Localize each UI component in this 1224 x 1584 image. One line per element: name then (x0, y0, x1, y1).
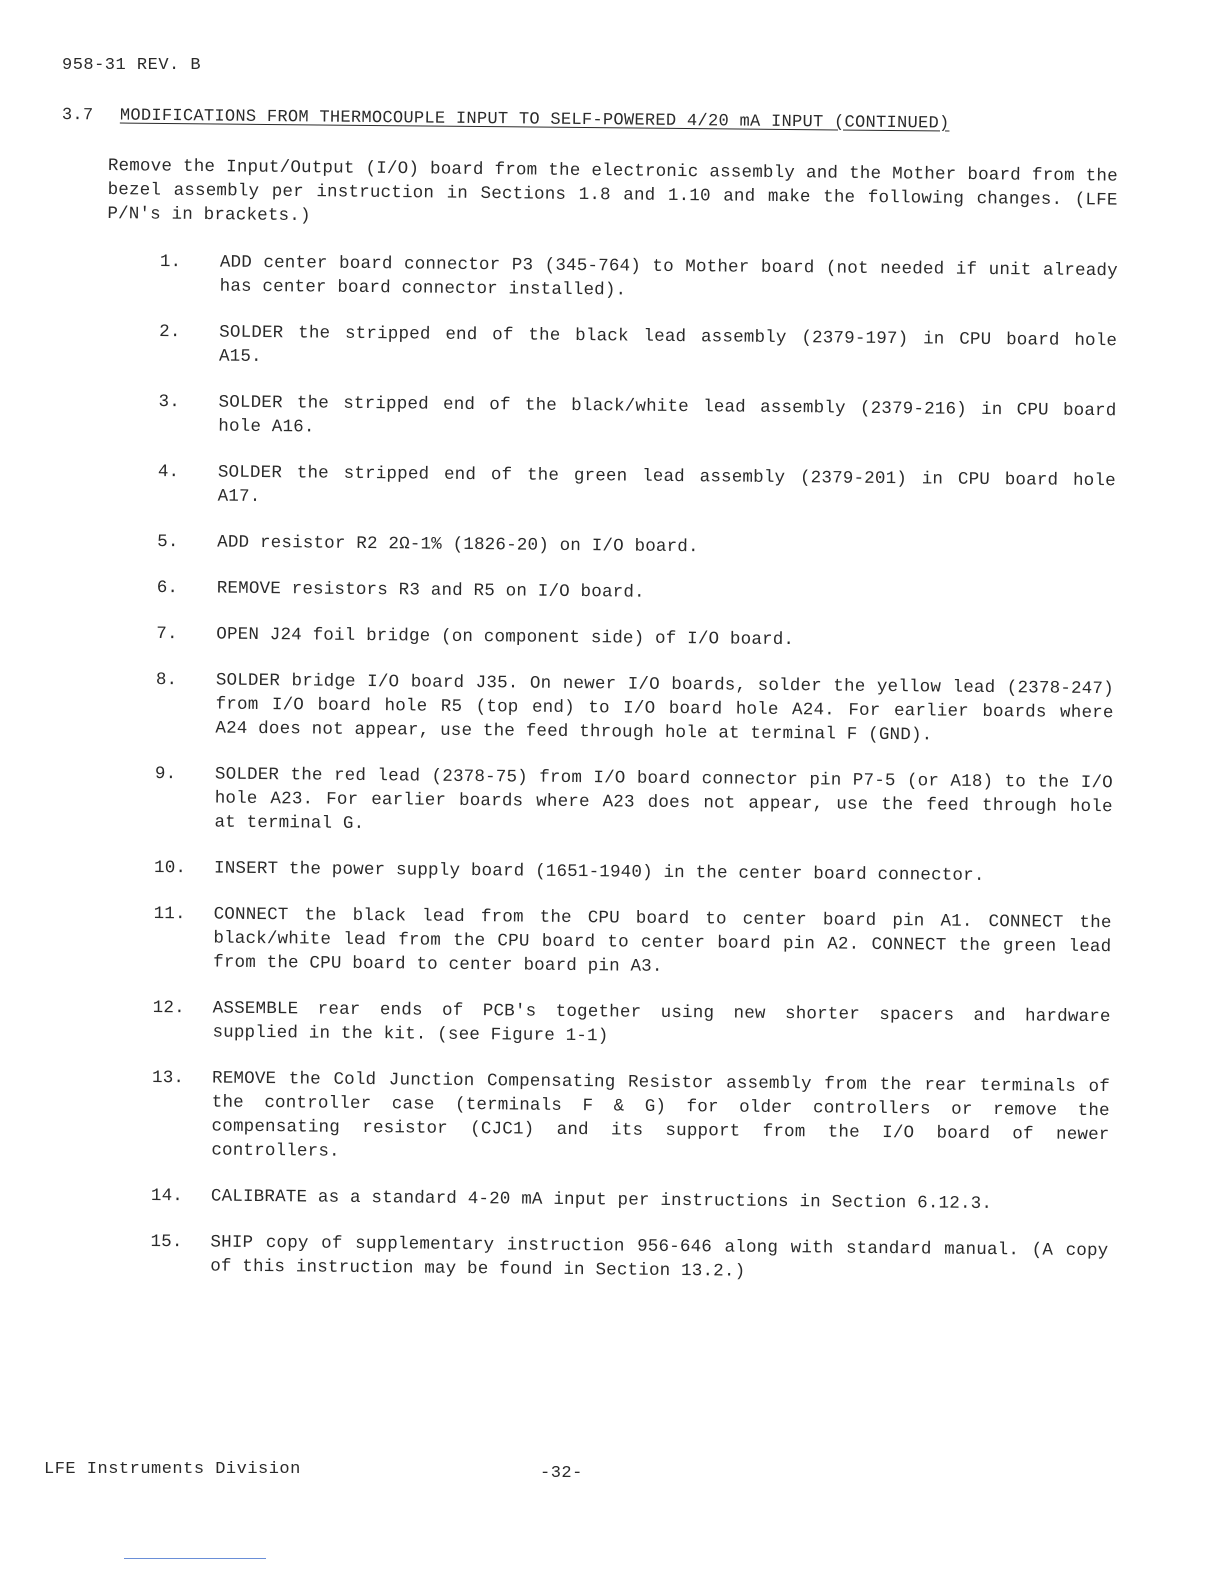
step-number: 12. (152, 997, 185, 1019)
step-number: 3. (158, 391, 181, 413)
step-number: 14. (150, 1185, 184, 1207)
step-text: INSERT the power supply board (1651-1940) in the center board connector. (213, 858, 985, 886)
step-item (154, 856, 1112, 889)
step-item (157, 576, 1115, 609)
step-item (150, 1230, 1108, 1287)
step-number: 1. (159, 251, 182, 273)
section-number: 3.7 (61, 106, 94, 126)
step-text: SOLDER the red lead (2378-75) from I/O board connector pin P7-5 (or A18) to the I/O hole A23. For earlier boards where A23 does not appear, use the feed through hole at terminal G. (214, 764, 1114, 834)
document-reference: 958-31 REV. B (62, 56, 202, 75)
step-number: 7. (156, 623, 178, 645)
step-number: 9. (154, 763, 177, 785)
step-text: ASSEMBLE rear ends of PCB's together using new shorter spacers and hardware supplied in the kit. (see Figure 1-1) (212, 998, 1111, 1047)
bottom-rule (124, 1558, 266, 1559)
step-text: SOLDER the stripped end of the black/white lead assembly (2379-216) in CPU board hole A16. (218, 392, 1117, 438)
step-item (158, 390, 1116, 447)
step-text: CALIBRATE as a standard 4-20 mA input per instructions in Section 6.12.3. (210, 1186, 993, 1215)
steps-list (150, 250, 1118, 1309)
step-number: 5. (157, 531, 179, 553)
step-text: ADD center board connector P3 (345-764) to Mother board (not needed if unit already has center board connector installed). (219, 252, 1118, 301)
step-text: SOLDER bridge I/O board J35. On newer I/O boards, solder the yellow lead (2378-247) from I/O board hole R5 (top end) to I/O board hole A24. For earlier boards where A24 does not appear, use the feed through hole at terminal F (GND). (215, 670, 1114, 746)
step-text: OPEN J24 foil bridge (on component side) of I/O board. (216, 624, 795, 651)
step-number: 11. (153, 903, 186, 925)
step-number: 8. (155, 669, 178, 691)
step-number: 2. (159, 321, 181, 343)
step-text: REMOVE resistors R3 and R5 on I/O board. (216, 578, 645, 603)
step-text: SOLDER the stripped end of the black lead assembly (2379-197) in CPU board hole A15. (218, 322, 1118, 367)
step-number: 15. (150, 1231, 183, 1253)
page-number: -32- (540, 1464, 583, 1483)
step-text: ADD resistor R2 2Ω-1% (1826-20) on I/O board. (217, 532, 699, 558)
step-text: SHIP copy of supplementary instruction 956-646 along with standard manual. (A copy of this instruction may be found in Section 13.2.) (210, 1232, 1109, 1282)
footer-company: LFE Instruments Division (44, 1460, 301, 1479)
step-item (154, 762, 1113, 843)
step-item (160, 250, 1118, 307)
step-number: 6. (156, 577, 179, 599)
step-number: 4. (157, 461, 180, 483)
step-number: 10. (153, 857, 187, 879)
section-title: MODIFICATIONS FROM THERMOCOUPLE INPUT TO SELF-POWERED 4/20 mA INPUT (CONTINUED) (119, 106, 950, 134)
step-item (159, 320, 1117, 377)
step-item (157, 530, 1115, 563)
step-item (151, 1066, 1110, 1171)
step-text: REMOVE the Cold Junction Compensating Resistor assembly from the rear terminals of the controller case (terminals F & G) for older controllers or remove the compensating resistor (CJC1) and its support from the I/O board of newer controllers. (211, 1068, 1111, 1162)
step-number: 13. (151, 1067, 185, 1089)
section-heading (62, 106, 1122, 135)
intro-paragraph: Remove the Input/Output (I/O) board from the electronic assembly and the Mother board from the bezel assembly per instruction in Sections 1.8 and 1.10 and make the following changes. (LFE P/N's in brackets.) (107, 155, 1118, 227)
step-item (152, 996, 1110, 1053)
step-item (158, 460, 1116, 517)
step-item (156, 622, 1114, 655)
step-item (151, 1184, 1109, 1217)
step-item (153, 902, 1112, 983)
step-text: SOLDER the stripped end of the green lead assembly (2379-201) in CPU board hole A17. (217, 462, 1116, 507)
step-item (155, 668, 1114, 749)
step-text: CONNECT the black lead from the CPU board to center board pin A1. CONNECT the black/white lead from the CPU board to center board pin A2. CONNECT the green lead from the CPU board to center board pin A3. (213, 904, 1112, 977)
